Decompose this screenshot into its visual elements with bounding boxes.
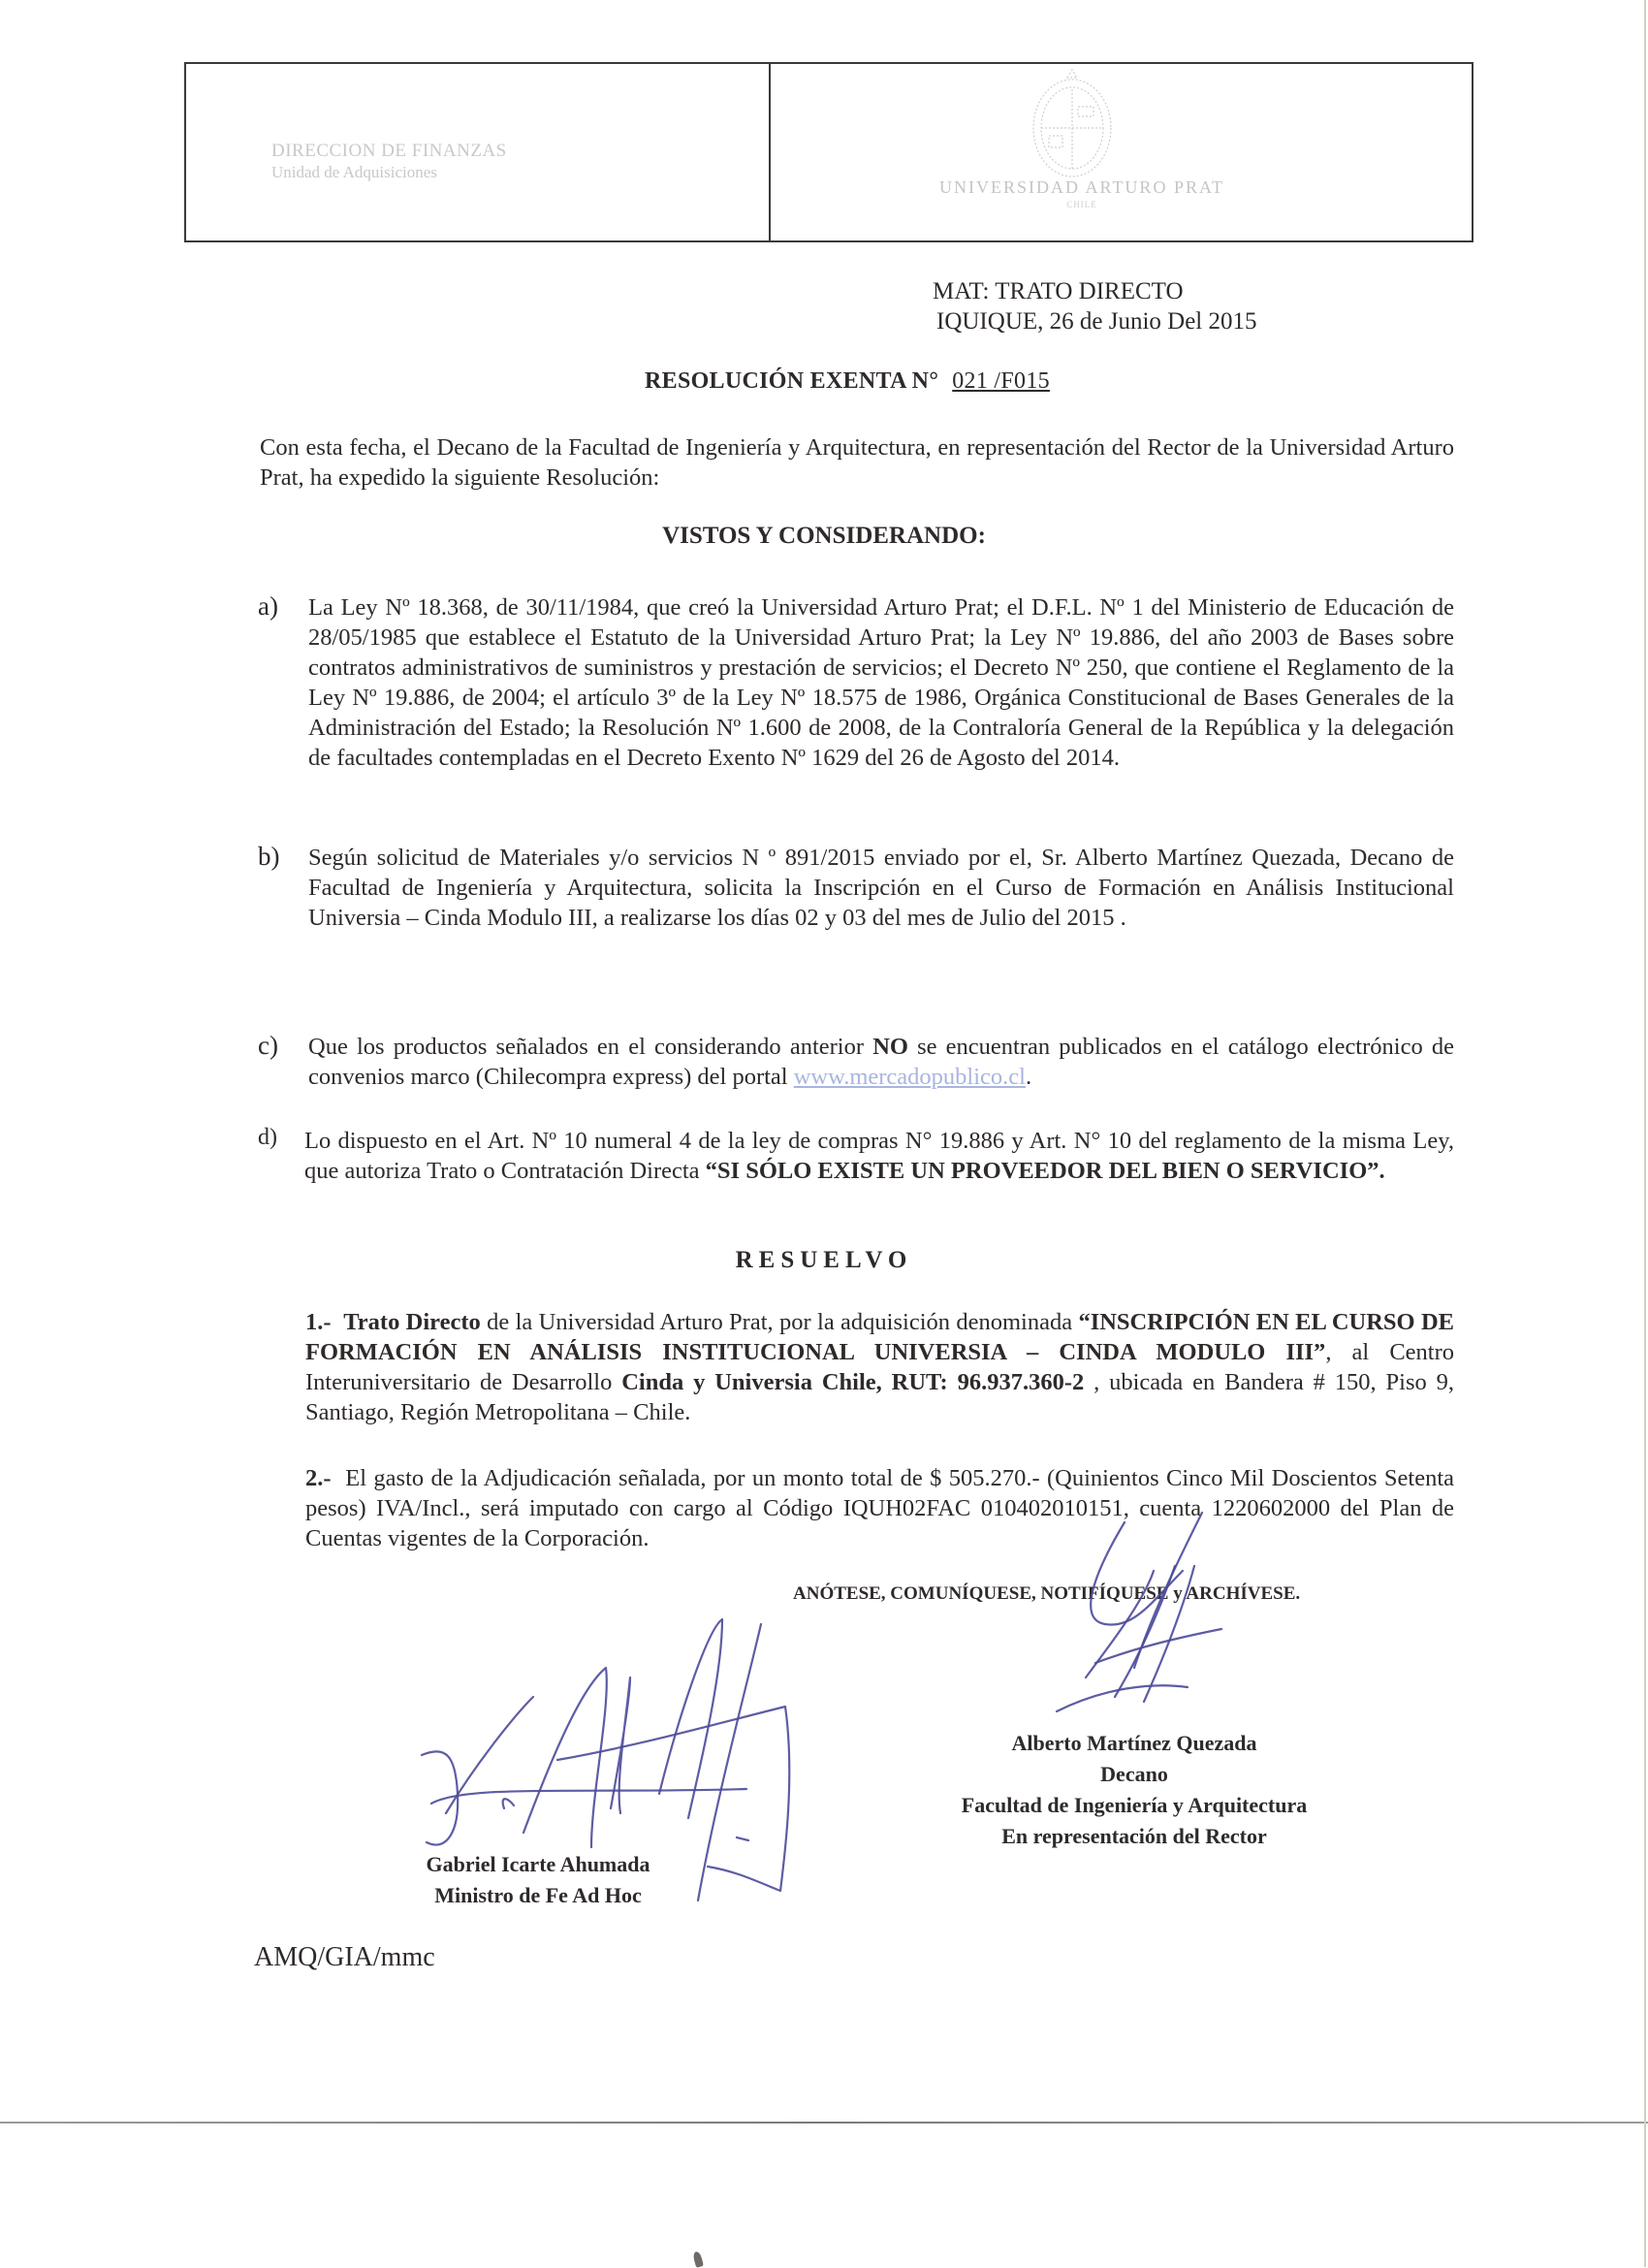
ministro-title: Ministro de Fe Ad Hoc (434, 1883, 642, 1907)
unit-name: Unidad de Adquisiciones (271, 163, 437, 181)
point-1-lead: Trato Directo (343, 1309, 481, 1335)
item-c-text-after: se encuentran publicados en el catálogo electrónico de convenios marco (Chilecompra express) del portal (308, 1034, 1454, 1090)
resuelvo-point-1 (305, 1307, 1454, 1427)
item-b-text: Según solicitud de Materiales y/o servicios N º 891/2015 enviado por el, Sr. Alberto Martínez Quezada, Decano de Facultad de Ingeniería y Arquitectura, solicita la Inscripción en el Curso de Formación en Análisis Institucional Universia – Cinda Modulo III, a realizarse los días 02 y 03 del mes de Julio del 2015 . (308, 845, 1454, 931)
point-1-entity: Cinda y Universia Chile, RUT: 96.937.360-2 (621, 1369, 1085, 1395)
resuelvo-heading: RESUELVO (735, 1247, 913, 1273)
item-d-letter: d) (258, 1125, 277, 1150)
signatory-dean (872, 1728, 1396, 1852)
item-c-text (308, 1032, 1454, 1092)
reference-initials: AMQ/GIA/mmc (254, 1942, 435, 1972)
point-2-number: 2.- (305, 1465, 332, 1491)
scan-right-edge (1644, 0, 1646, 2267)
scan-edge-line (0, 2122, 1648, 2124)
point-2-text: El gasto de la Adjudicación señalada, por un monto total de $ 505.270.- (Quinientos Cinco Mil Doscientos Setenta pesos) IVA/Incl., será imputado con cargo al Código IQUH02FAC 010402010151, cuenta 1220602000 del Plan de Cuentas vigentes de la Corporación. (305, 1465, 1454, 1551)
dean-capacity: En representación del Rector (1001, 1824, 1267, 1848)
item-c-emphasis: NO (872, 1034, 908, 1060)
closing-formula: ANÓTESE, COMUNÍQUESE, NOTIFÍQUESE y ARCHÍVESE. (793, 1583, 1301, 1604)
point-1-text-3: , ubicada en Bandera # 150, Piso 9, Santiago, Región Metropolitana – Chile. (305, 1369, 1454, 1425)
signatory-ministro (373, 1849, 703, 1911)
item-c-text-before: Que los productos señalados en el considerando anterior (308, 1034, 873, 1060)
point-1-text-2: , al Centro Interuniversitario de Desarrollo (305, 1339, 1454, 1395)
point-1-number: 1.- (305, 1309, 332, 1335)
mercadopublico-link[interactable]: www.mercadopublico.cl (793, 1064, 1026, 1090)
item-a-text: La Ley Nº 18.368, de 30/11/1984, que creó la Universidad Arturo Prat; el D.F.L. Nº 1 del Ministerio de Educación de 28/05/1985 que establece el Estatuto de la Universidad Arturo Prat; la Ley Nº 19.886, del año 2003 de Bases sobre contratos administrativos de suministros y prestación de servicios; el Decreto Nº 250, que contiene el Reglamento de la Ley Nº 19.886, de 2004; el artículo 3º de la Ley Nº 18.575 de 1986, Orgánica Constitucional de Bases Generales de la Administración del Estado; la Resolución Nº 1.600 de 2008, de la Contraloría General de la República y la delegación de facultades contempladas en el Decreto Exento Nº 1629 del 26 de Agosto del 2014. (308, 594, 1454, 771)
vistos-heading: VISTOS Y CONSIDERANDO: (662, 523, 986, 549)
scan-smudge (692, 2251, 704, 2268)
ministro-name: Gabriel Icarte Ahumada (426, 1852, 650, 1876)
item-a-letter: a) (258, 591, 278, 621)
department-name: DIRECCION DE FINANZAS (271, 141, 507, 161)
intro-paragraph: Con esta fecha, el Decano de la Facultad de Ingeniería y Arquitectura, en representación del Rector de la Universidad Arturo Prat, ha expedido la siguiente Resolución: (260, 434, 1454, 491)
resolution-title (645, 368, 1050, 395)
resolution-label: RESOLUCIÓN EXENTA N° (645, 368, 939, 394)
item-c-end: . (1025, 1064, 1032, 1090)
place-date: IQUIQUE, 26 de Junio Del 2015 (936, 308, 1257, 335)
point-1-text-1: de la Universidad Arturo Prat, por la adquisición denominada (480, 1309, 1079, 1335)
item-b-letter: b) (258, 842, 280, 871)
letterhead-divider (769, 62, 771, 242)
signature-dean-icon (1008, 1513, 1241, 1707)
university-name: UNIVERSIDAD ARTURO PRAT (939, 177, 1224, 197)
item-d-emphasis: “SI SÓLO EXISTE UN PROVEEDOR DEL BIEN O SERVICIO”. (705, 1158, 1385, 1184)
item-d-text-body: Lo dispuesto en el Art. Nº 10 numeral 4 de la ley de compras N° 19.886 y Art. N° 10 del reglamento de la misma Ley, que autoriza Trato o Contratación Directa (304, 1128, 1454, 1184)
point-1-title: “INSCRIPCIÓN EN EL CURSO DE FORMACIÓN EN ANÁLISIS INSTITUCIONAL UNIVERSIA – CINDA MODULO III” (305, 1309, 1454, 1365)
item-c-letter: c) (258, 1031, 278, 1060)
subject-line: MAT: TRATO DIRECTO (933, 278, 1184, 304)
resolution-number: 021 /F015 (952, 368, 1050, 394)
item-d-text (304, 1126, 1454, 1186)
university-country: CHILE (1066, 200, 1097, 209)
university-seal-icon (1022, 68, 1123, 194)
dean-name: Alberto Martínez Quezada (1011, 1731, 1257, 1755)
resuelvo-point-2 (305, 1463, 1454, 1553)
dean-title: Decano (1100, 1762, 1168, 1786)
dean-faculty: Facultad de Ingeniería y Arquitectura (961, 1793, 1308, 1817)
